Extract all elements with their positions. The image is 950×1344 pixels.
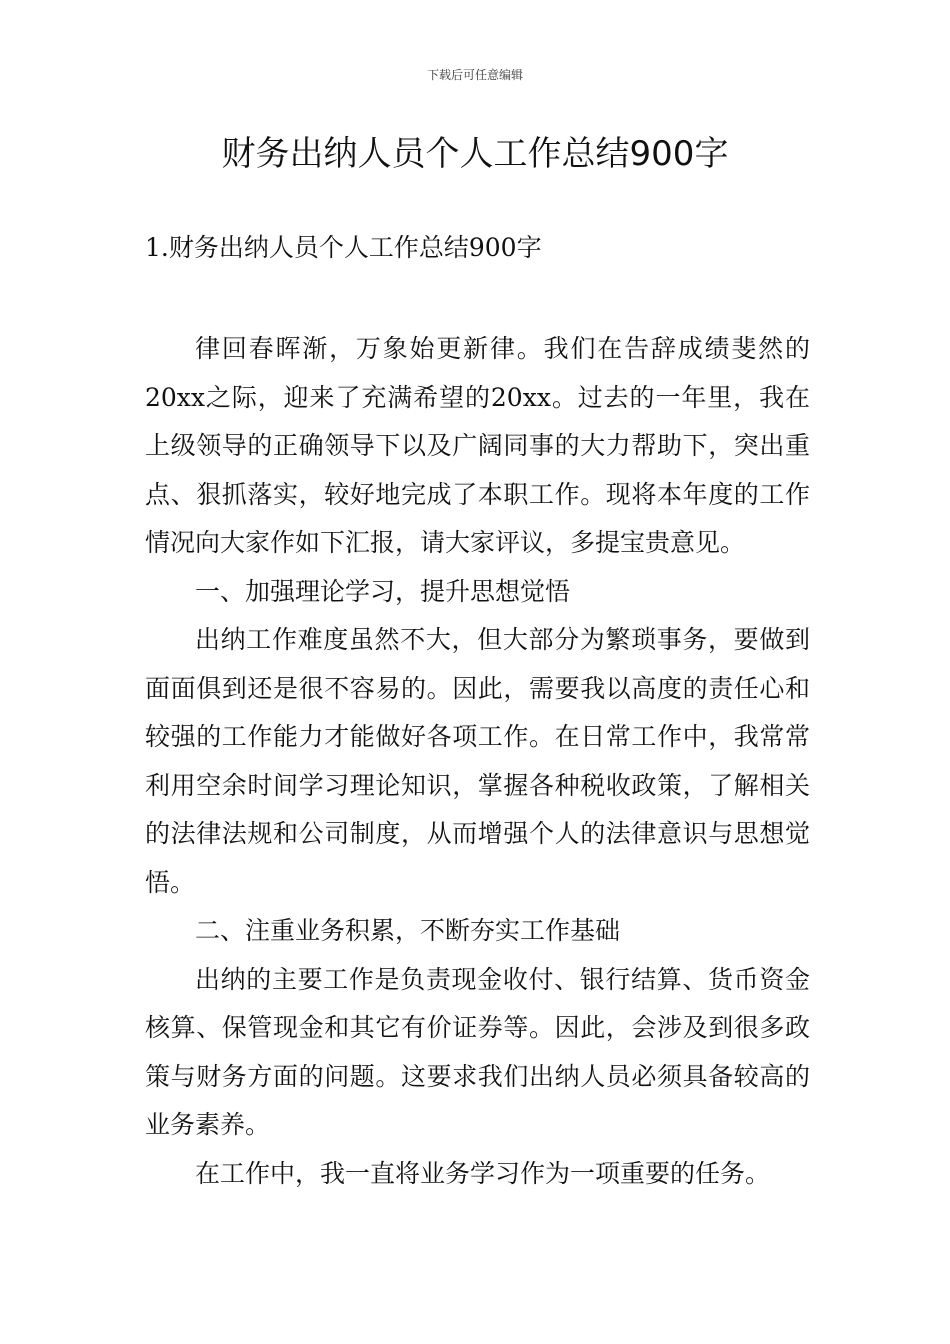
heading-section-1: 一、加强理论学习，提升思想觉悟	[195, 576, 571, 606]
section-subtitle: 1.财务出纳人员个人工作总结900字	[145, 233, 542, 262]
paragraph-intro: 律回春晖渐，万象始更新律。我们在告辞成绩斐然的20xx之际，迎来了充满希望的20xx。过去的一年里，我在上级领导的正确领导下以及广阔同事的大力帮助下，突出重点、狠抓落实，较好地完成了本职工作。现将本年度的工作情况向大家作如下汇报，请大家评议，多提宝贵意见。	[145, 334, 810, 557]
paragraph-section-1: 出纳工作难度虽然不大，但大部分为繁琐事务，要做到面面俱到还是很不容易的。因此，需要我以高度的责任心和较强的工作能力才能做好各项工作。在日常工作中，我常常利用空余时间学习理论知识，掌握各种税收政策，了解相关的法律法规和公司制度，从而增强个人的法律意识与思想觉悟。	[145, 625, 810, 897]
paragraph-section-2-cont: 在工作中，我一直将业务学习作为一项重要的任务。	[195, 1158, 771, 1188]
document-title: 财务出纳人员个人工作总结900字	[221, 134, 729, 174]
heading-section-2: 二、注重业务积累，不断夯实工作基础	[195, 916, 621, 945]
paragraph-section-2: 出纳的主要工作是负责现金收付、银行结算、货币资金核算、保管现金和其它有价证券等。因此，会涉及到很多政策与财务方面的问题。这要求我们出纳人员必须具备较高的业务素养。	[145, 964, 810, 1139]
header-note: 下载后可任意编辑	[426, 68, 523, 82]
body-text	[145, 325, 810, 1198]
